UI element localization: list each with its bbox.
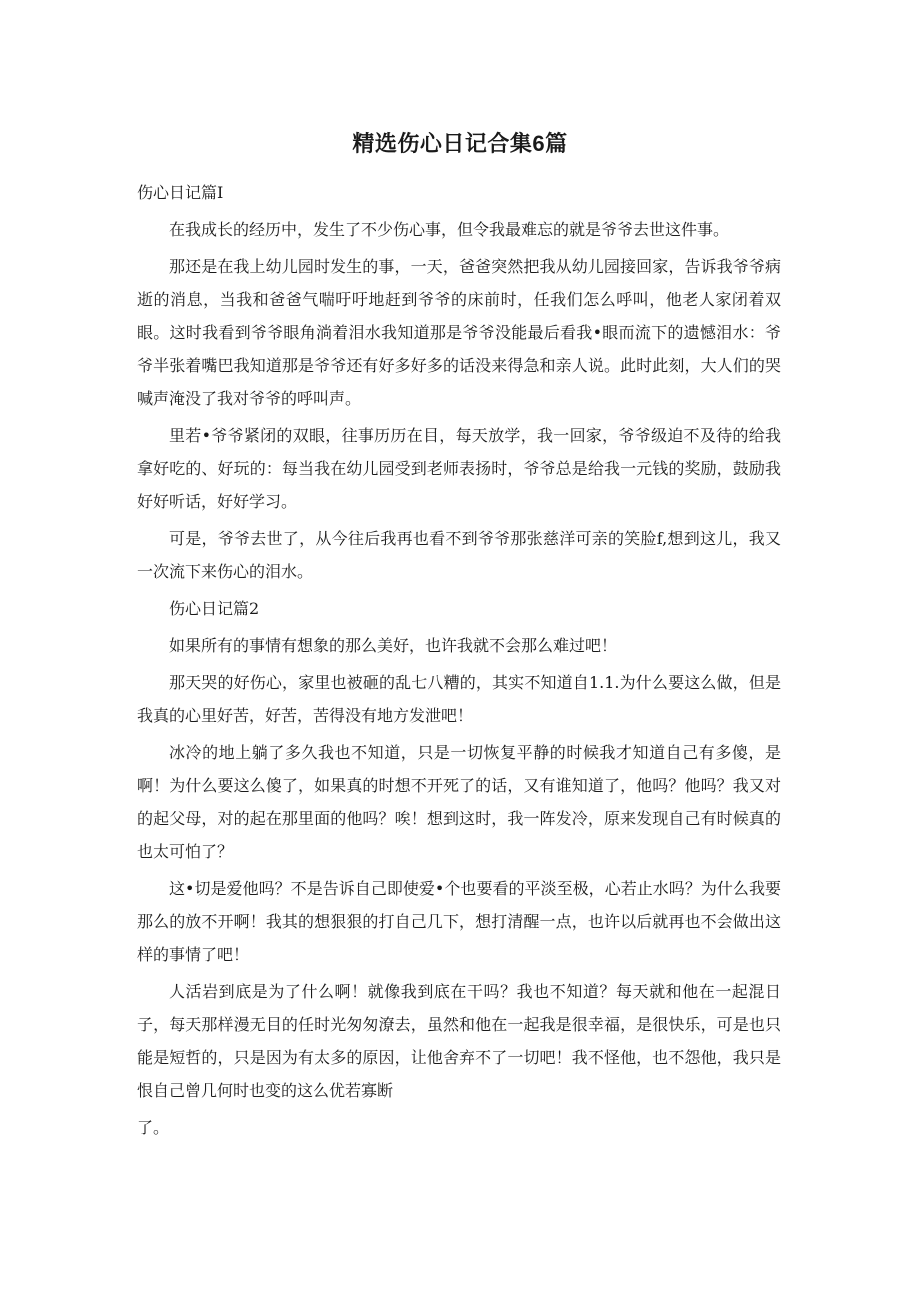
section-heading: 伤心日记篇I [137, 183, 224, 202]
paragraph-tail: 了。 [137, 1118, 170, 1137]
paragraph: 如果所有的事情有想象的那么美好，也许我就不会那么难过吧！ [169, 636, 618, 655]
paragraph: 那还是在我上幼儿园时发生的事，一天，爸爸突然把我从幼儿园接回家，告诉我爷爷病逝的消息，当我和爸爸气喘吁吁地赶到爷爷的床前时，任我们怎么呼叫，他老人家闭着双眼。这时我看到爷爷眼角淌着泪水我知道那是爷爷没能最后看我•眼而流下的遗憾泪水：爷爷半张着嘴巴我知道那是爷爷还有好多好多的话没来得急和亲人说。此时此刻，大人们的哭喊声淹没了我对爷爷的呼叫声。 [137, 257, 781, 408]
document-title: 精选伤心日记合集6篇 [352, 131, 568, 156]
paragraph: 冰冷的地上躺了多久我也不知道，只是一切恢复平静的时候我才知道自己有多傻，是啊！为什么要这么傻了，如果真的时想不开死了的话，又有谁知道了，他吗？他吗？我又对的起父母，对的起在那里面的他吗？唉！想到这时，我一阵发冷，原来发现自己有时候真的也太可怕了？ [137, 743, 781, 861]
paragraph: 在我成长的经历中，发生了不少伤心事，但令我最难忘的就是爷爷去世这件事。 [169, 220, 730, 239]
paragraph: 人活岩到底是为了什么啊！就像我到底在干吗？我也不知道？每天就和他在一起混日子，每天那样漫无目的任时光匆匆潦去，虽然和他在一起我是很幸福，是很快乐，可是也只能是短哲的，只是因为有太多的原因，让他舍弃不了一切吧！我不怪他，也不怨他，我只是恨自己曾几何时也变的这么优若寡断 [137, 982, 781, 1100]
paragraph: 那天哭的好伤心，家里也被砸的乱七八糟的，其实不知道自1.1.为什么要这么做，但是我真的心里好苦，好苦，苦得没有地方发泄吧！ [137, 673, 781, 725]
paragraph: 这•切是爱他吗？不是告诉自己即使爱•个也要看的平淡至极，心若止水吗？为什么我要那么的放不开啊！我其的想狠狠的打自己几下，想打清醒一点，也许以后就再也不会做出这样的事情了吧！ [137, 879, 781, 964]
paragraph: 可是，爷爷去世了，从今往后我再也看不到爷爷那张慈洋可亲的笑脸f,想到这儿，我又一次流下来伤心的泪水。 [137, 529, 781, 581]
document-body [137, 176, 781, 1148]
section-heading: 伤心日记篇2 [169, 599, 260, 618]
paragraph: 里若•爷爷紧闭的双眼，往事历历在目，每天放学，我一回家，爷爷级迫不及待的给我拿好吃的、好玩的：每当我在幼儿园受到老师表扬时，爷爷总是给我一元钱的奖励，鼓励我好好听话，好好学习。 [137, 426, 781, 511]
